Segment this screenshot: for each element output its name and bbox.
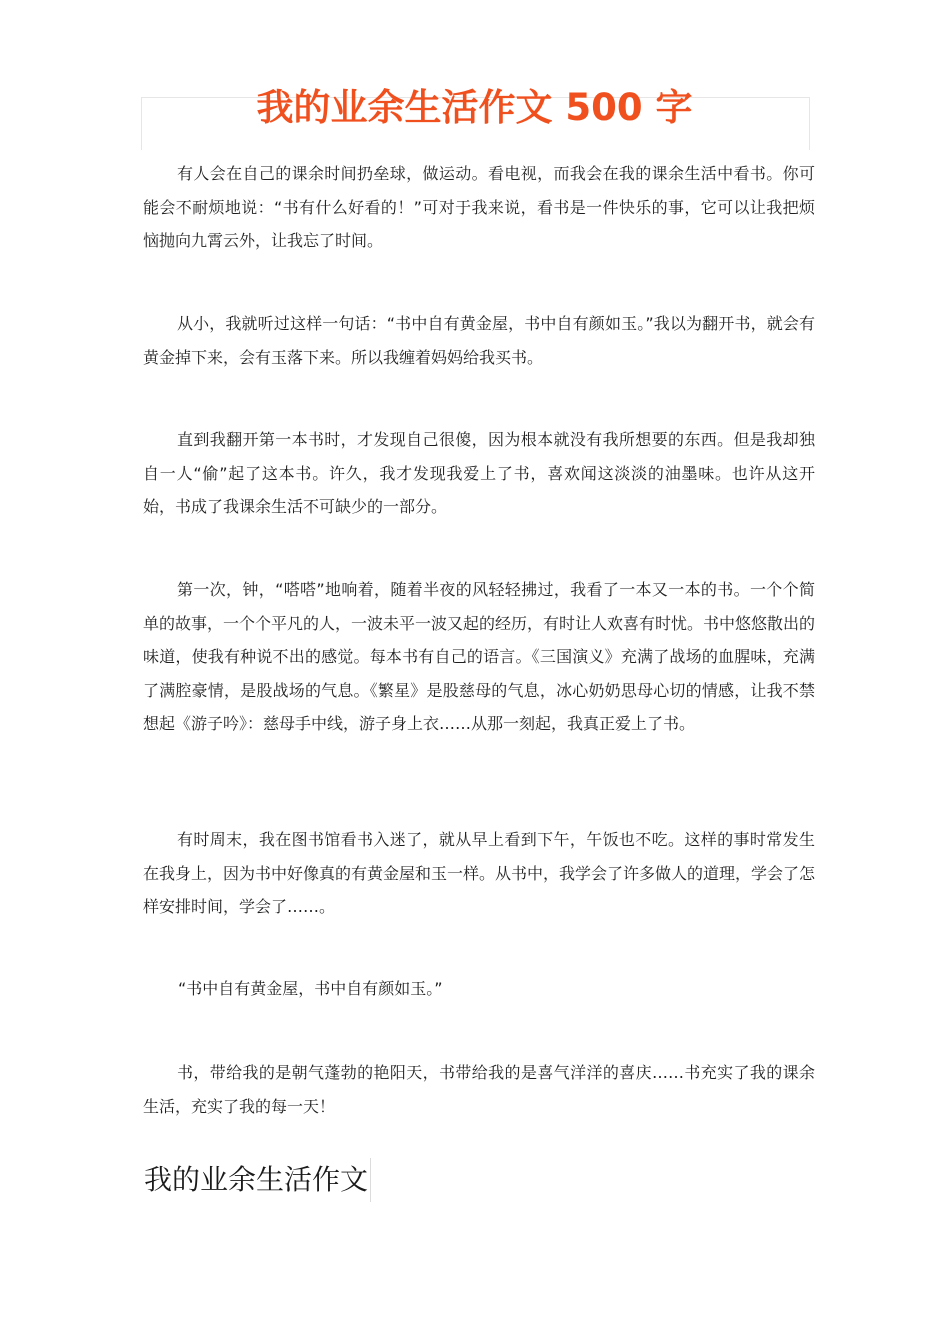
- paragraph-2: 从小，我就听过这样一句话：“书中自有黄金屋，书中自有颜如玉。”我以为翻开书，就会有黄金掉下来，会有玉落下来。所以我缠着妈妈给我买书。: [143, 314, 815, 367]
- final-paragraph: 书，带给我的是朝气蓬勃的艳阳天，书带给我的是喜气洋洋的喜庆……书充实了我的课余生活，充实了我的每一天！: [143, 1063, 815, 1116]
- document-title: 我的业余生活作文 500 字: [256, 86, 693, 129]
- paragraph-4: 第一次，钟，“嗒嗒”地响着，随着半夜的风轻轻拂过，我看了一本又一本的书。一个个简单的故事，一个个平凡的人，一波未平一波又起的经历，有时让人欢喜有时忧。书中悠悠散出的味道，使我有种说不出的感觉。每本书有自己的语言。《三国演义》充满了战场的血腥味，充满了满腔豪情，是股战场的气息。《繁星》是股慈母的气息，冰心奶奶思母心切的情感，让我不禁想起《游子吟》：慈母手中线，游子身上衣……从那一刻起，我真正爱上了书。: [143, 580, 816, 733]
- section-heading: 我的业余生活作文: [144, 1158, 371, 1202]
- paragraph-3: 直到我翻开第一本书时，才发现自己很傻，因为根本就没有我所想要的东西。但是我却独自一人“偷”起了这本书。许久，我才发现我爱上了书，喜欢闻这淡淡的油墨味。也许从这开始，书成了我课余生活不可缺少的一部分。: [143, 430, 815, 516]
- quote-line: “书中自有黄金屋，书中自有颜如玉。”: [178, 979, 443, 998]
- paragraph-1: 有人会在自己的课余时间扔垒球，做运动。看电视，而我会在我的课余生活中看书。你可能会不耐烦地说：“书有什么好看的！”可对于我来说，看书是一件快乐的事，它可以让我把烦恼抛向九霄云外，让我忘了时间。: [143, 164, 815, 250]
- paragraph-5: 有时周末，我在图书馆看书入迷了，就从早上看到下午，午饭也不吃。这样的事时常发生在我身上，因为书中好像真的有黄金屋和玉一样。从书中，我学会了许多做人的道理，学会了怎样安排时间，学会了……。: [143, 830, 816, 916]
